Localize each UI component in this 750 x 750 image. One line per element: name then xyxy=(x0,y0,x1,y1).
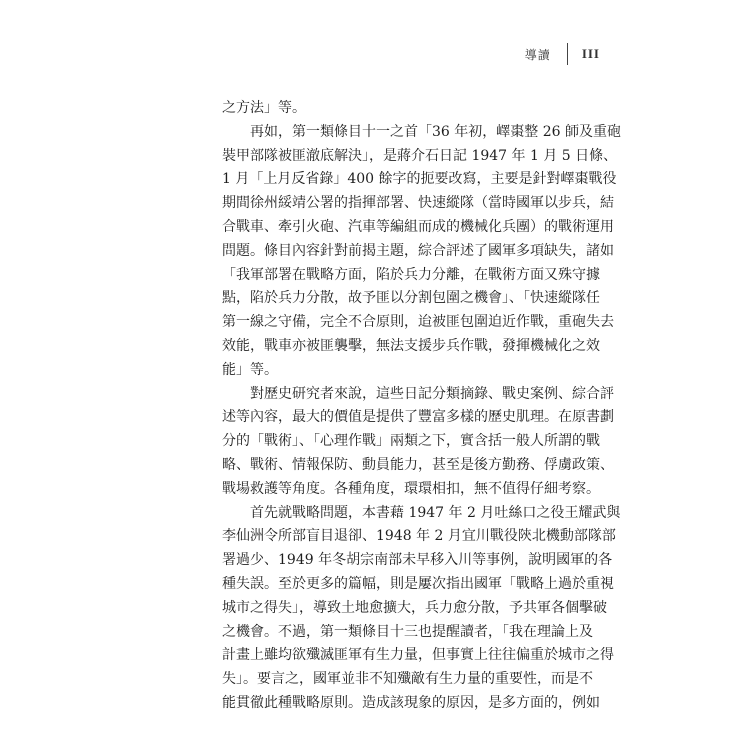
text-line-content: 首先就戰略問題，本書藉 1947 年 2 月吐絲口之役王耀武與 xyxy=(250,504,621,521)
section-title: 導讀 xyxy=(524,47,551,62)
text-line: 效能，戰車亦被匪襲擊，無法支援步兵作戰，發揮機械化之效 xyxy=(222,337,600,354)
body-text xyxy=(222,97,621,716)
text-line: 問題。條目內容針對前揭主題，綜合評述了國軍多項缺失，諸如 xyxy=(222,242,614,259)
text-line: 署過少、1949 年冬胡宗南部未早移入川等事例，說明國軍的各 xyxy=(222,552,613,569)
text-line: 述等內容，最大的價值是提供了豐富多樣的歷史肌理。在原書劃 xyxy=(222,409,614,426)
text-line: 合戰車、牽引火砲、汽車等編組而成的機械化兵團）的戰術運用 xyxy=(222,218,614,235)
text-line: 計畫上雖均欲殲滅匪軍有生力量，但事實上往往偏重於城市之得 xyxy=(222,647,614,664)
text-line: 之方法」等。 xyxy=(222,100,306,116)
text-line: 能貫徹此種戰略原則。造成該現象的原因，是多方面的，例如 xyxy=(222,694,600,711)
text-line: 分的「戰術」、「心理作戰」兩類之下，實含括一般人所謂的戰 xyxy=(222,433,600,450)
text-line: 「我軍部署在戰略方面，陷於兵力分離，在戰術方面又殊守據 xyxy=(222,266,600,283)
text-line: 能」等。 xyxy=(222,361,278,378)
text-line: 城市之得失」，導致土地愈擴大，兵力愈分散，予共軍各個擊破 xyxy=(222,599,607,616)
text-line: 戰場救護等角度。各種角度，環環相扣，無不值得仔細考察。 xyxy=(222,480,600,497)
text-line xyxy=(222,502,621,526)
text-line xyxy=(222,121,621,145)
text-line: 第一線之守備，完全不合原則，迨被匪包圍迫近作戰，重砲失去 xyxy=(222,314,614,331)
text-line: 失」。要言之，國軍並非不知殲敵有生力量的重要性，而是不 xyxy=(222,671,593,688)
text-line: 裝甲部隊被匪澈底解決」，是蔣介石日記 1947 年 1 月 5 日條、 xyxy=(222,147,618,164)
running-header xyxy=(525,43,600,65)
text-line-content: 再如，第一類條目十一之首「36 年初，嶧棗整 26 師及重砲 xyxy=(250,123,621,140)
page-number: III xyxy=(581,46,600,61)
text-line-content: 對歷史研究者來說，這些日記分類摘錄、戰史案例、綜合評 xyxy=(250,385,614,402)
header-divider xyxy=(567,43,568,65)
text-line: 期間徐州綏靖公署的指揮部署、快速縱隊（當時國軍以步兵，結 xyxy=(222,195,614,212)
text-line: 種失誤。至於更多的篇幅，則是屢次指出國軍「戰略上過於重視 xyxy=(222,575,614,592)
text-line xyxy=(222,383,614,407)
text-line: 1 月「上月反省錄」400 餘字的扼要改寫，主要是針對嶧棗戰役 xyxy=(222,171,617,188)
text-line: 李仙洲令所部盲目退卻、1948 年 2 月宜川戰役陝北機動部隊部 xyxy=(222,528,616,545)
text-line: 略、戰術、情報保防、動員能力，甚至是後方勤務、俘虜政策、 xyxy=(222,456,614,473)
text-line: 之機會。不過，第一類條目十三也提醒讀者，「我在理論上及 xyxy=(222,623,593,640)
text-line: 點，陷於兵力分散，故予匪以分割包圍之機會」、「快速縱隊任 xyxy=(222,290,600,307)
